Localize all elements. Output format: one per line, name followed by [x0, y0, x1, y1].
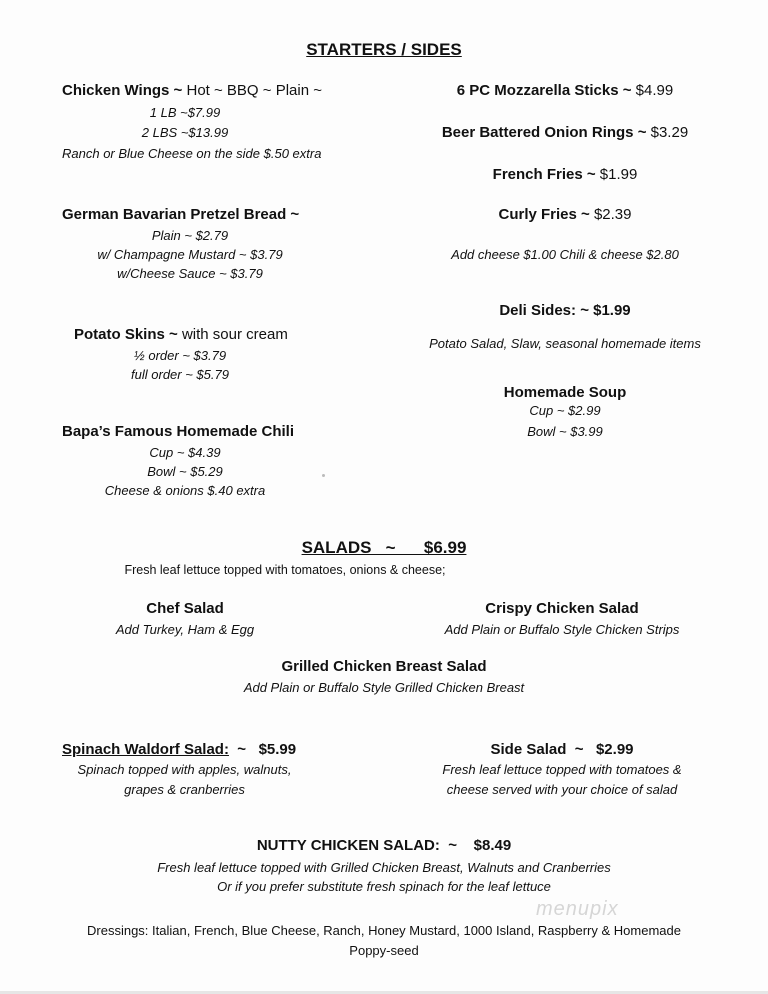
chicken-wings-name: Chicken Wings ~	[62, 82, 183, 99]
wings-1lb: 1 LB ~$7.99	[149, 105, 221, 120]
spinach-salad-heading	[62, 741, 296, 758]
mozzarella-heading	[400, 82, 730, 99]
nutty-salad-heading: NUTTY CHICKEN SALAD: ~ $8.49	[256, 837, 512, 854]
french-fries-price: $1.99	[595, 166, 638, 183]
french-fries-name: French Fries ~	[492, 166, 596, 183]
spinach-desc-2: grapes & cranberries	[124, 782, 245, 797]
pretzel-cheese: w/Cheese Sauce ~ $3.79	[117, 266, 263, 281]
scan-speck	[322, 474, 325, 477]
chef-salad-desc: Add Turkey, Ham & Egg	[115, 622, 255, 637]
chili-bowl: Bowl ~ $5.29	[147, 464, 223, 479]
watermark: menupix	[536, 898, 619, 920]
spinach-desc-1: Spinach topped with apples, walnuts,	[77, 762, 292, 777]
wings-2lbs: 2 LBS ~$13.99	[141, 125, 229, 140]
chili-extra: Cheese & onions $.40 extra	[104, 483, 266, 498]
onion-rings-name: Beer Battered Onion Rings ~	[441, 124, 647, 141]
pretzel-plain: Plain ~ $2.79	[151, 228, 229, 243]
chicken-wings-options: Hot ~ BBQ ~ Plain ~	[182, 82, 322, 99]
deli-sides-desc: Potato Salad, Slaw, seasonal homemade items	[429, 336, 701, 351]
skins-half: ½ order ~ $3.79	[133, 348, 227, 363]
curly-fries-heading	[400, 206, 730, 223]
salads-desc: Fresh leaf lettuce topped with tomatoes, onions & cheese;	[124, 563, 446, 577]
potato-skins-suffix: with sour cream	[177, 326, 288, 343]
onion-rings-price: $3.29	[646, 124, 689, 141]
chili-heading: Bapa’s Famous Homemade Chili	[62, 423, 295, 440]
side-salad-heading: Side Salad ~ $2.99	[490, 741, 634, 758]
salads-title: SALADS ~ $6.99	[301, 538, 467, 557]
spinach-salad-name: Spinach Waldorf Salad:	[62, 741, 229, 758]
starters-title: STARTERS / SIDES	[306, 40, 462, 59]
grilled-salad-name: Grilled Chicken Breast Salad	[281, 658, 487, 675]
potato-skins-heading	[74, 326, 288, 343]
crispy-salad-name: Crispy Chicken Salad	[485, 600, 639, 617]
onion-rings-heading	[400, 124, 730, 141]
soup-bowl: Bowl ~ $3.99	[527, 424, 603, 439]
potato-skins-name: Potato Skins ~	[74, 326, 178, 343]
spinach-salad-price: ~ $5.99	[228, 741, 297, 758]
soup-heading: Homemade Soup	[503, 384, 627, 401]
french-fries-heading	[400, 166, 730, 183]
nutty-desc-2: Or if you prefer substitute fresh spinach for the leaf lettuce	[217, 879, 551, 894]
side-salad-desc-2: cheese served with your choice of salad	[446, 782, 678, 797]
skins-full: full order ~ $5.79	[131, 367, 229, 382]
deli-sides-heading: Deli Sides: ~ $1.99	[499, 302, 631, 319]
curly-fries-price: $2.39	[589, 206, 632, 223]
soup-cup: Cup ~ $2.99	[529, 403, 601, 418]
mozzarella-name: 6 PC Mozzarella Sticks ~	[456, 82, 632, 99]
mozzarella-price: $4.99	[631, 82, 674, 99]
wings-side-note: Ranch or Blue Cheese on the side $.50 extra	[62, 146, 322, 161]
chicken-wings-heading	[62, 82, 322, 99]
pretzel-heading: German Bavarian Pretzel Bread ~	[62, 206, 300, 223]
chili-cup: Cup ~ $4.39	[149, 445, 221, 460]
chef-salad-name: Chef Salad	[146, 600, 224, 617]
fries-add-cheese: Add cheese $1.00 Chili & cheese $2.80	[451, 247, 679, 262]
curly-fries-name: Curly Fries ~	[498, 206, 590, 223]
pretzel-mustard: w/ Champagne Mustard ~ $3.79	[97, 247, 283, 262]
nutty-desc-1: Fresh leaf lettuce topped with Grilled Chicken Breast, Walnuts and Cranberries	[157, 860, 611, 875]
side-salad-desc-1: Fresh leaf lettuce topped with tomatoes &	[442, 762, 682, 777]
dressings-line-2: Poppy-seed	[349, 943, 419, 958]
crispy-salad-desc: Add Plain or Buffalo Style Chicken Strips	[444, 622, 680, 637]
dressings-line-1: Dressings: Italian, French, Blue Cheese, Ranch, Honey Mustard, 1000 Island, Raspberry & Homemade	[87, 923, 681, 938]
grilled-salad-desc: Add Plain or Buffalo Style Grilled Chicken Breast	[243, 680, 525, 695]
